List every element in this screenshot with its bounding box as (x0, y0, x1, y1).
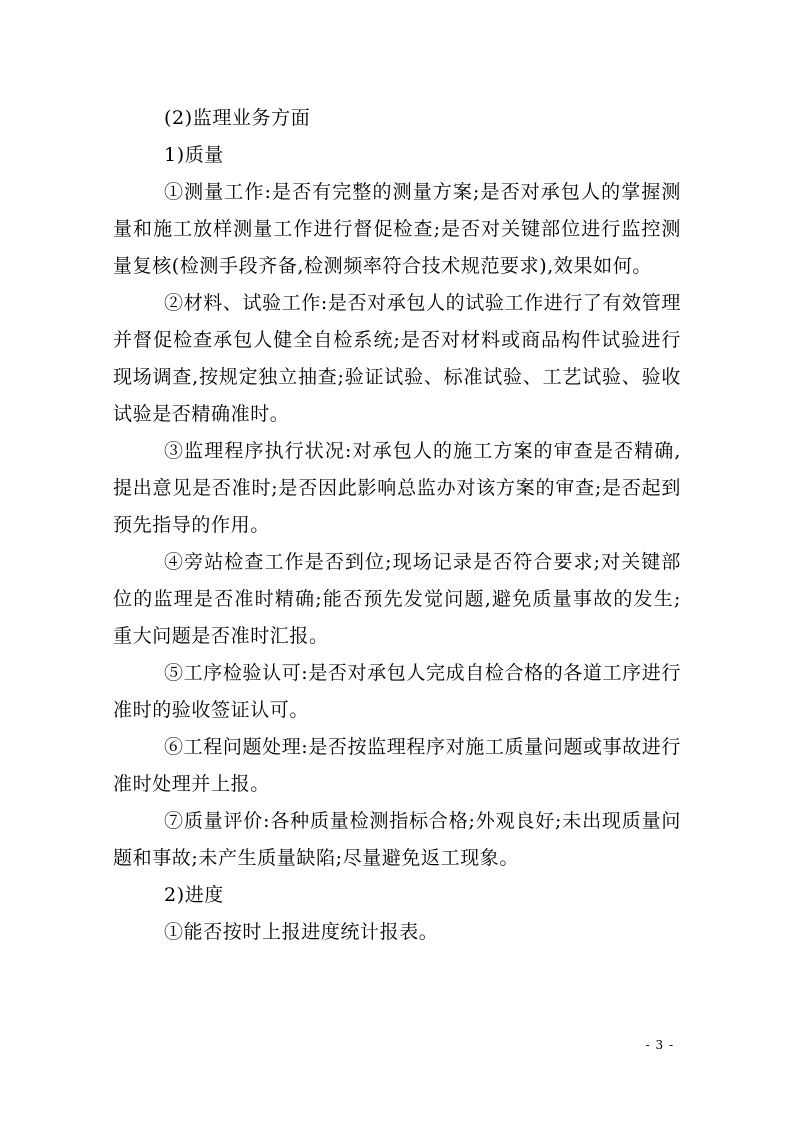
quality-item-2: ②材料、试验工作:是否对承包人的试验工作进行了有效管理并督促检查承包人健全自检系统;是否对材料或商品构件试验进行现场调查,按规定独立抽查;验证试验、标准试验、工艺试验、验收试验是否精确准时。 (113, 292, 681, 425)
page-number: - 3 - (645, 1038, 674, 1052)
quality-item-1: ①测量工作:是否有完整的测量方案;是否对承包人的掌握测量和施工放样测量工作进行督促检查;是否对关键部位进行监控测量复核(检测手段齐备,检测频率符合技术规范要求),效果如何。 (113, 181, 681, 277)
quality-item-3: ③监理程序执行状况:对承包人的施工方案的审查是否精确,提出意见是否准时;是否因此影响总监办对该方案的审查;是否起到预先指导的作用。 (113, 440, 681, 536)
progress-item-1: ①能否按时上报进度统计报表。 (164, 921, 439, 943)
quality-item-7: ⑦质量评价:各种质量检测指标合格;外观良好;未出现质量问题和事故;未产生质量缺陷;尽量避免返工现象。 (113, 810, 681, 869)
quality-item-5: ⑤工序检验认可:是否对承包人完成自检合格的各道工序进行准时的验收签证认可。 (113, 662, 681, 721)
subsection-title-progress: 2)进度 (164, 884, 224, 906)
quality-item-6: ⑥工程问题处理:是否按监理程序对施工质量问题或事故进行准时处理并上报。 (113, 736, 681, 795)
document-body (113, 100, 681, 951)
subsection-title-quality: 1)质量 (164, 144, 224, 166)
quality-item-4: ④旁站检查工作是否到位;现场记录是否符合要求;对关键部位的监理是否准时精确;能否预先发觉问题,避免质量事故的发生;重大问题是否准时汇报。 (113, 551, 681, 647)
section-title: (2)监理业务方面 (164, 107, 311, 129)
